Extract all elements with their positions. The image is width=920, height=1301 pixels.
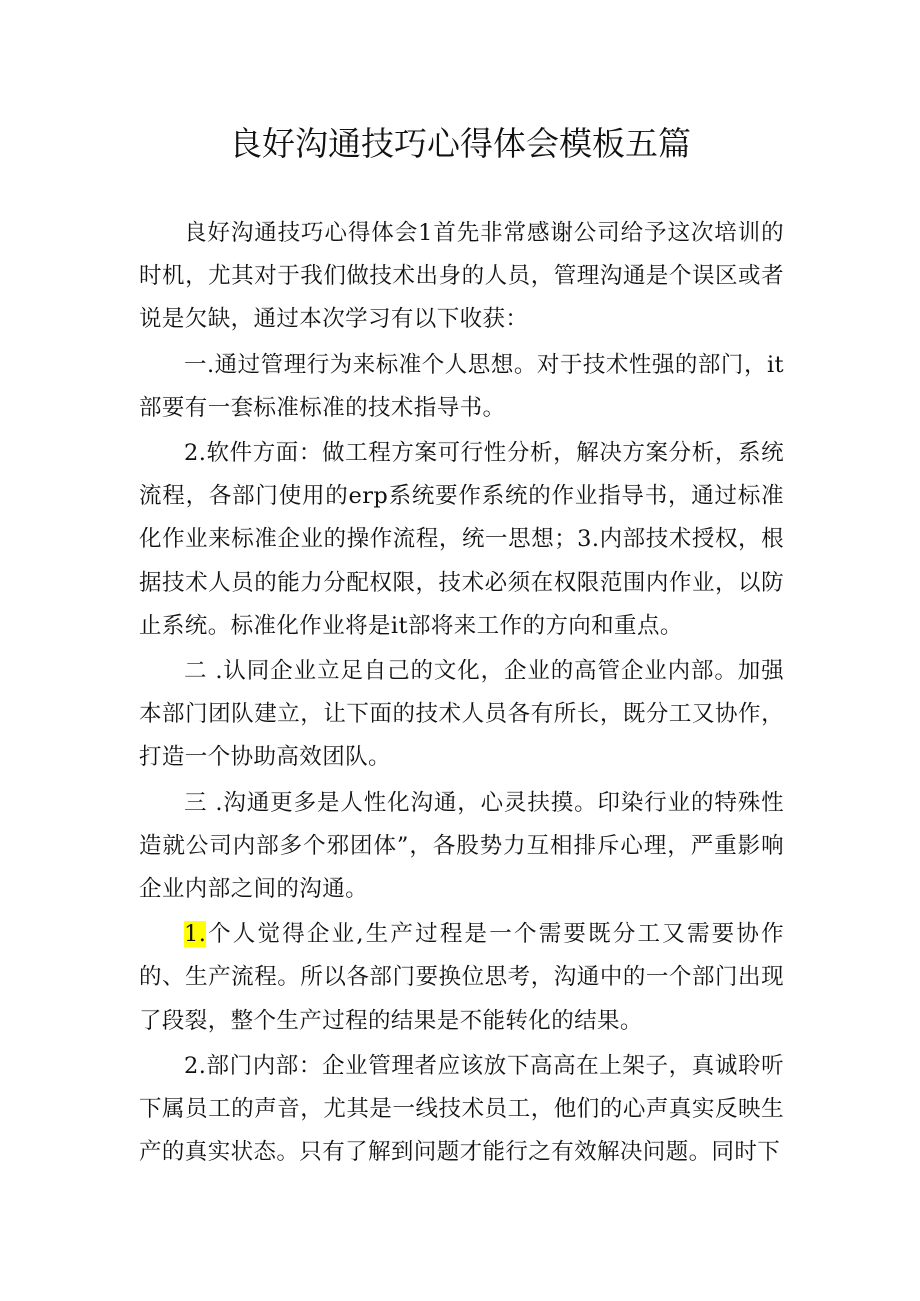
document-body bbox=[139, 212, 784, 1174]
paragraph-point-three: 三 .沟通更多是人性化沟通，心灵扶摸。印染行业的特殊性造就公司内部多个邪团体”，各股势力互相排斥心理，严重影响企业内部之间的沟通。 bbox=[139, 789, 784, 903]
paragraph-point-two: 二 .认同企业立足自己的文化，企业的高管企业内部。加强本部门团队建立，让下面的技术人员各有所长，既分工又协作，打造一个协助高效团队。 bbox=[139, 658, 784, 771]
document-title: 良好沟通技巧心得体会模板五篇 bbox=[229, 124, 691, 163]
paragraph-highlighted bbox=[139, 913, 784, 1043]
highlight-marker: 1. bbox=[184, 921, 207, 948]
paragraph-intro: 良好沟通技巧心得体会1首先非常感谢公司给予这次培训的时机，尤其对于我们做技术出身的人员，管理沟通是个误区或者说是欠缺，通过本次学习有以下收获： bbox=[139, 220, 784, 333]
paragraph-point-one: 一.通过管理行为来标准个人思想。对于技术性强的部门，it部要有一套标准标准的技术指导书。 bbox=[139, 351, 784, 421]
paragraph-department: 2.部门内部：企业管理者应该放下高高在上架子，真诚聆听下属员工的声音，尤其是一线技术员工，他们的心声真实反映生产的真实状态。只有了解到问题才能行之有效解决问题。同时下 bbox=[139, 1052, 784, 1166]
highlighted-paragraph-text: 个人觉得企业,生产过程是一个需要既分工又需要协作的、生产流程。所以各部门要换位思考，沟通中的一个部门出现了段裂，整个生产过程的结果是不能转化的结果。 bbox=[139, 921, 784, 1034]
paragraph-software: 2.软件方面：做工程方案可行性分析，解决方案分析，系统流程，各部门使用的erp系统要作系统的作业指导书，通过标准化作业来标准企业的操作流程，统一思想；3.内部技术授权，根据技术人员的能力分配权限，技术必须在权限范围内作业，以防止系统。标准化作业将是it部将来工作的方向和重点。 bbox=[139, 440, 784, 639]
